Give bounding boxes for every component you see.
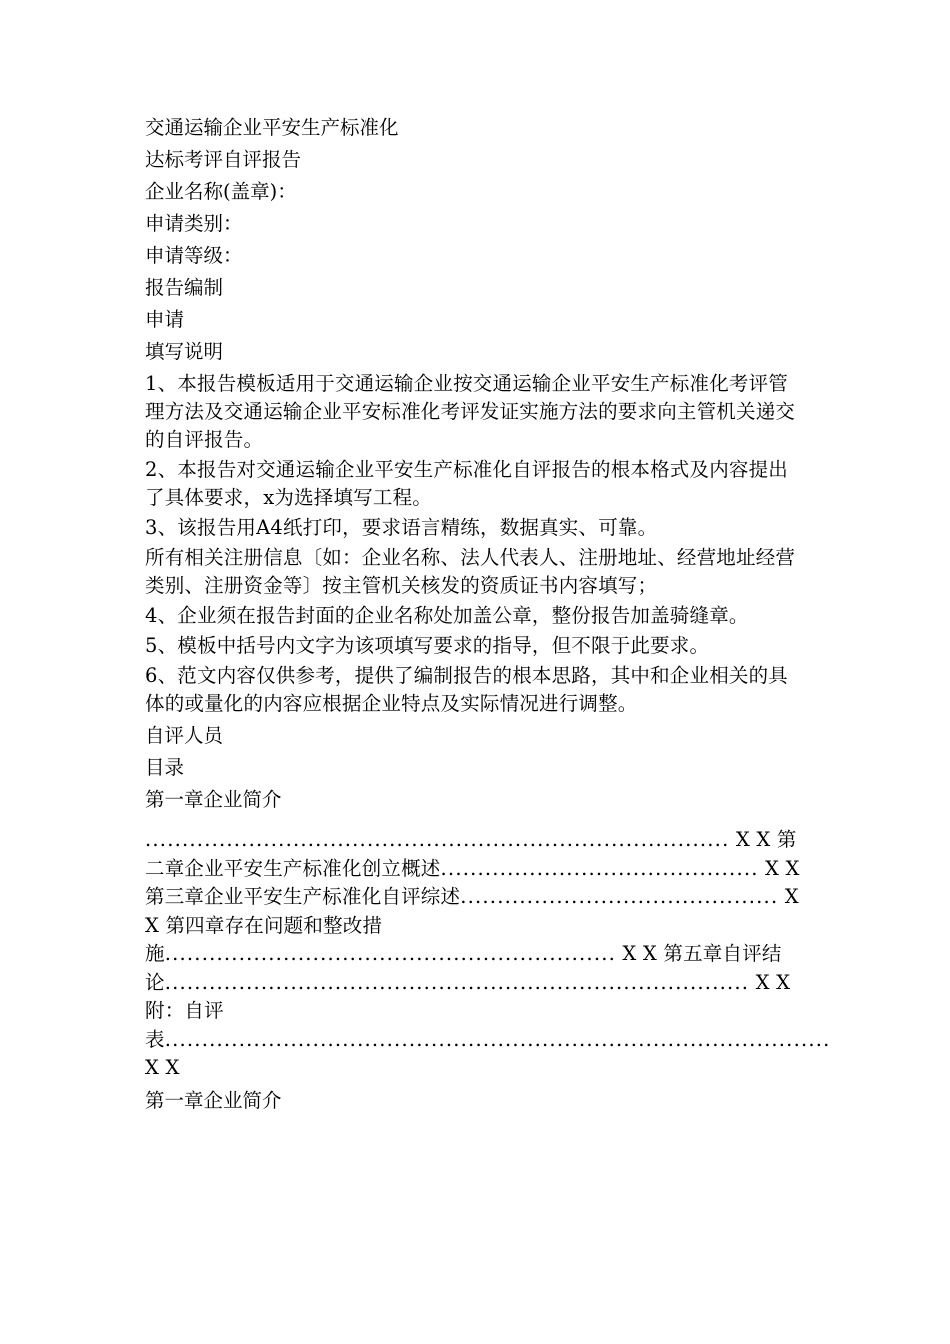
instruction-item: 4、企业须在报告封面的企业名称处加盖公章，整份报告加盖骑缝章。 (145, 604, 749, 627)
toc-leader-dots: ............................................................................... (145, 828, 730, 851)
toc-leader-dots: ............................................................................... (164, 970, 750, 994)
toc-page-number: X X (749, 970, 791, 994)
instruction-item: 6、范文内容仅供参考，提供了编制报告的根本思路，其中和企业相关的具体的或量化的内容应根据企业特点及实际情况进行调整。 (145, 664, 789, 715)
toc-page-number: X X (145, 885, 799, 937)
toc-leader-dots: ........................................... (440, 856, 759, 880)
toc-entry: 附：自评表 (145, 999, 224, 1051)
toc-page-number: X X (616, 942, 664, 965)
toc-leader-dots: ............................................................. (164, 942, 617, 965)
apply-level-label: 申请等级： (145, 244, 243, 267)
document-page (145, 112, 831, 1117)
chapter-one-heading: 第一章企业简介 (145, 1088, 282, 1112)
toc-entry: 第四章存在问题和整改措施 (145, 913, 383, 965)
instruction-item: 3、该报告用A4纸打印，要求语言精练，数据真实、可靠。 (145, 516, 658, 539)
instruction-item: 1、本报告模板适用于交通运输企业按交通运输企业平安生产标准化考评管理方法及交通运输企业平安标准化考评发证实施方法的要求向主管机关递交的自评报告。 (145, 372, 796, 451)
company-name-label: 企业名称(盖章)： (145, 180, 297, 203)
instruction-item: 5、模板中括号内文字为该项填写要求的指导，但不限于此要求。 (145, 634, 710, 657)
self-eval-staff: 自评人员 (145, 724, 224, 747)
instructions-heading: 填写说明 (145, 340, 224, 363)
title-line-2: 达标考评自评报告 (145, 148, 302, 171)
report-compiled-label: 报告编制 (145, 276, 224, 299)
instruction-item: 所有相关注册信息〔如：企业名称、法人代表人、注册地址、经营地址经营类别、注册资金等〕按主管机关核发的资质证书内容填写； (145, 546, 796, 597)
toc-leader-dots: ........................................... (460, 885, 779, 908)
toc-page-number: X X (145, 1056, 180, 1079)
toc-heading: 目录 (145, 756, 185, 779)
toc-first-entry: 第一章企业简介 (145, 788, 282, 811)
toc-page-number: X X (729, 828, 777, 851)
title-line-1: 交通运输企业平安生产标准化 (145, 116, 399, 139)
apply-category-label: 申请类别： (145, 212, 243, 235)
table-of-contents (145, 826, 831, 1083)
instruction-item: 2、本报告对交通运输企业平安生产标准化自评报告的根本格式及内容提出了具体要求，x为选择填写工程。 (145, 458, 789, 509)
toc-entry: 第三章企业平安生产标准化自评综述 (145, 885, 461, 908)
apply-label: 申请 (145, 308, 185, 331)
toc-page-number: X X (758, 856, 800, 880)
toc-leader-dots: .......................................................................................... (164, 1027, 831, 1051)
toc-entry: 第五章自评结论 (145, 942, 782, 994)
toc-entry: 第二章企业平安生产标准化创立概述 (145, 828, 797, 880)
